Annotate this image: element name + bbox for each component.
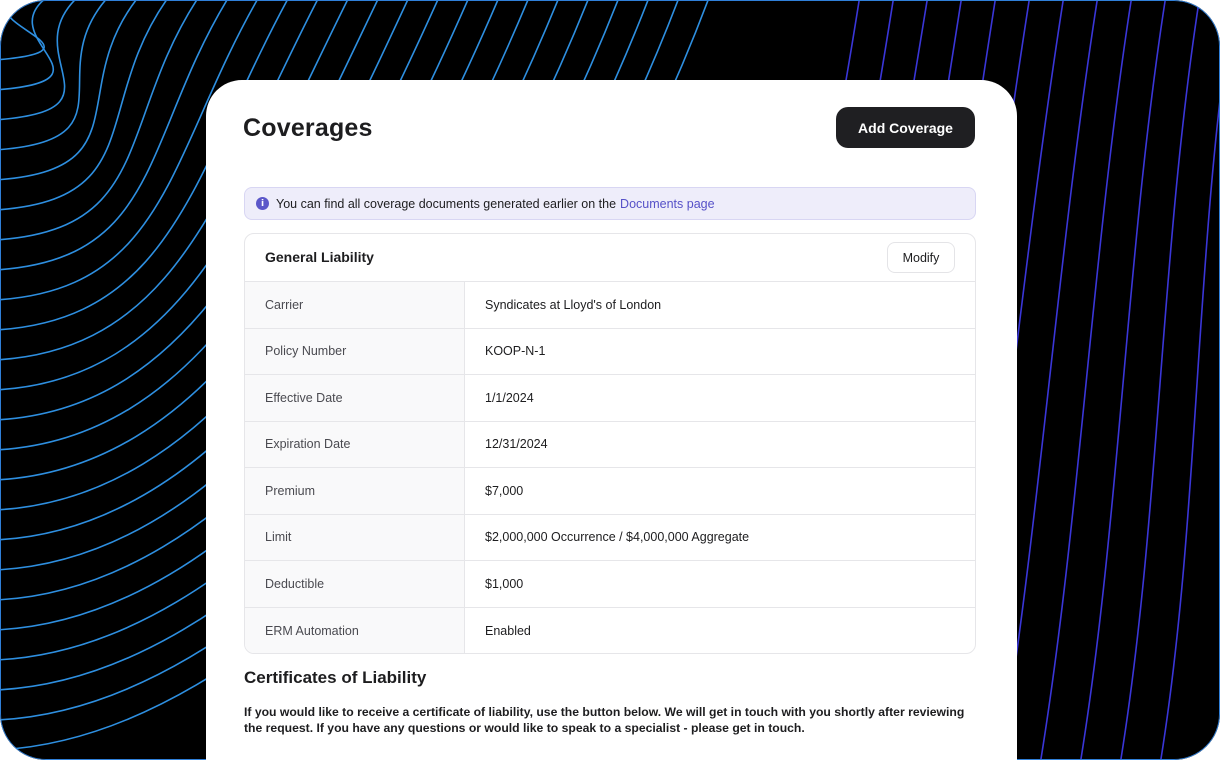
row-value: KOOP-N-1	[485, 344, 546, 359]
row-label: Limit	[245, 515, 465, 561]
table-row	[245, 329, 975, 376]
bg-curve-left	[0, 0, 230, 270]
coverage-title: General Liability	[265, 249, 374, 265]
table-row	[245, 608, 975, 655]
add-coverage-button[interactable]: Add Coverage	[836, 107, 975, 148]
row-label: ERM Automation	[245, 608, 465, 655]
bg-curve-right	[1040, 0, 1132, 760]
certificates-title: Certificates of Liability	[244, 668, 427, 687]
table-row	[245, 561, 975, 608]
row-label: Policy Number	[245, 329, 465, 375]
row-value: $7,000	[485, 483, 524, 498]
row-value: $2,000,000 Occurrence / $4,000,000 Aggregate	[485, 530, 750, 545]
bg-curve-right	[1120, 0, 1200, 760]
row-label: Premium	[245, 468, 465, 514]
bg-curve-right	[1080, 0, 1166, 760]
coverage-panel-header	[245, 234, 975, 282]
coverages-card	[206, 80, 1017, 760]
info-icon: i	[256, 197, 269, 210]
notice-text: You can find all coverage documents generated earlier on the	[276, 196, 617, 211]
table-row	[245, 282, 975, 329]
documents-page-link[interactable]: Documents page	[620, 196, 715, 211]
row-label: Carrier	[245, 282, 465, 328]
bg-curve-left	[0, 0, 44, 60]
bg-curve-right	[1160, 0, 1220, 760]
table-row	[245, 375, 975, 422]
row-value: 12/31/2024	[485, 437, 548, 452]
row-value: Syndicates at Lloyd's of London	[485, 297, 662, 312]
modify-button[interactable]: Modify	[887, 242, 955, 273]
row-value: 1/1/2024	[485, 390, 534, 405]
documents-notice	[244, 187, 976, 220]
row-label: Expiration Date	[245, 422, 465, 468]
table-row	[245, 468, 975, 515]
row-value: $1,000	[485, 576, 524, 591]
coverage-panel	[244, 233, 976, 654]
certificates-description: If you would like to receive a certificate of liability, use the button below. We will get in touch with you shortly after reviewing the request. If you have any questions or would like to speak to a specialist - please get in touch.	[244, 705, 965, 735]
coverage-details-table	[245, 282, 975, 654]
table-row	[245, 515, 975, 562]
table-row	[245, 422, 975, 469]
page-title: Coverages	[243, 114, 373, 142]
row-label: Effective Date	[245, 375, 465, 421]
row-label: Deductible	[245, 561, 465, 607]
row-value: Enabled	[485, 623, 531, 638]
